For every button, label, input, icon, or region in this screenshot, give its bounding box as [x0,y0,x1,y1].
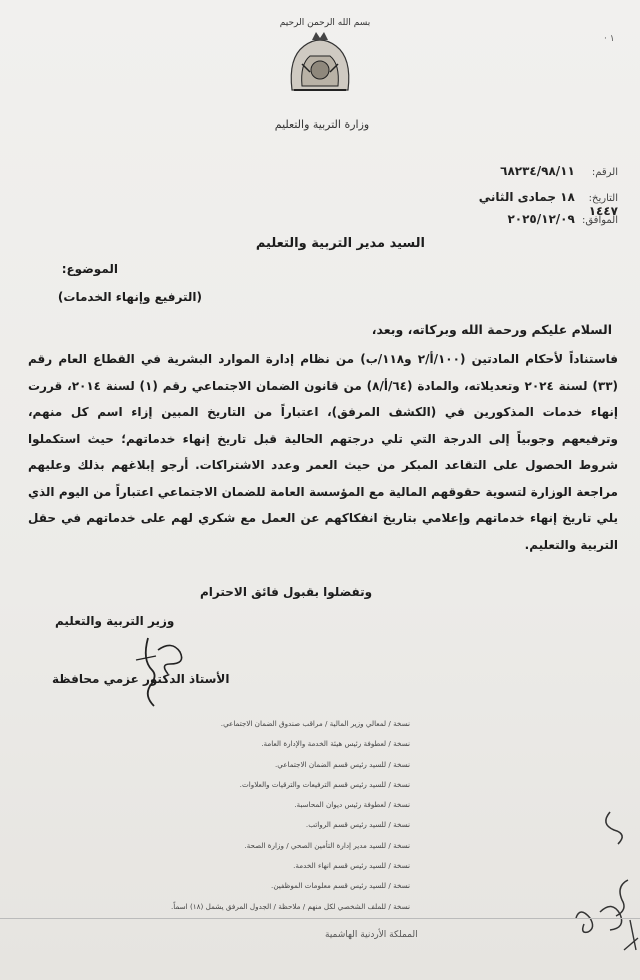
closing: وتفضلوا بقبول فائق الاحترام [200,585,373,599]
footer-country: المملكة الأردنية الهاشمية [325,930,418,940]
cc-item: نسخة / للملف الشخصي لكل منهم / ملاحظة / الجدول المرفق يشمل (١٨) اسماً. [171,901,410,911]
signer-name: الأستاذ الدكتور عزمي محافظة [52,672,230,686]
cc-item: نسخة / لمعالي وزير المالية / مراقب صندوق الضمان الاجتماعي. [220,719,410,728]
hijri-date: ١٨ جمادى الثاني ١٤٤٧ [478,190,618,218]
handwritten-note [570,800,640,970]
greeting: السلام عليكم ورحمة الله وبركاته، وبعد، [371,322,612,337]
bismillah-header: بسم الله الرحمن الرحيم [279,18,371,28]
ministry-name: وزارة التربية والتعليم [274,118,370,131]
gregorian-line [448,212,618,226]
letter-body: فاستناداً لأحكام المادتين (١٠٠/أ/٢ و١١٨/ب) من نظام إدارة الموارد البشرية في القطاع العام رقم (٣٣) لسنة ٢٠٢٤ وتعديلاته، والمادة (٦٤/أ/٨) من قانون الضمان الاجتماعي رقم (١) لسنة ٢٠١٤، قررت إنهاء خدمات المذكورين في (الكشف المرفق)، اعتباراً من التاريخ المبين إزاء اسم كل منهم، وترفيعهم وجوبياً إلى الدرجة التي تلي درجتهم الحالية قبل تاريخ إنهاء خدماتهم؛ حيث استكملوا شروط الحصول على التقاعد المبكر من حيث العمر وعدد الاشتراكات. أرجو إبلاغهم بذلك وعليهم مراجعة الوزارة لتسوية حقوقهم المالية مع المؤسسة العامة للضمان الاجتماعي اعتباراً من اليوم الذي يلي تاريخ إنهاء خدماتهم وإعلامي بتاريخ انفكاكهم عن العمل مع شكري لهم على خدماتهم في حقل التربية والتعليم. [28,352,619,552]
cc-item: نسخة / للسيد رئيس قسم الضمان الاجتماعي. [274,759,410,769]
signer-title: وزير التربية والتعليم [55,614,175,628]
cc-item: نسخة / للسيد رئيس قسم الترفيعات والترقيات والعلاوات. [239,779,410,789]
handwritten-signature [128,630,198,710]
reference-line [448,164,618,178]
subject-label: الموضوع: [61,262,118,276]
addressee: السيد مدير التربية والتعليم [255,236,425,251]
coat-of-arms-icon [284,28,356,98]
cc-item: نسخة / للسيد رئيس قسم الرواتب. [305,820,410,830]
cc-list [110,714,410,917]
gregorian-date: ٢٠٢٥/١٢/٠٩ [507,212,575,226]
gregorian-label: الموافق: [581,215,618,226]
cc-item: نسخة / للسيد مدير إدارة التأمين الصحي / وزارة الصحة. [244,840,410,850]
cc-item: نسخة / لعطوفة رئيس هيئة الخدمة والإدارة العامة. [261,739,410,749]
subject: (الترفيع وإنهاء الخدمات) [57,290,202,304]
cc-item: نسخة / للسيد رئيس قسم معلومات الموظفين. [271,881,410,891]
cc-item: نسخة / للسيد رئيس قسم انهاء الخدمة. [293,861,410,871]
cc-item: نسخة / لعطوفة رئيس ديوان المحاسبة. [294,800,410,810]
reference-value: ٦٨٢٣٤/٩٨/١١ [500,164,575,178]
footer-divider [0,918,640,919]
date-label: التاريخ: [588,193,618,204]
corner-mark: · ١ [604,34,615,44]
reference-label: الرقم: [591,167,618,178]
